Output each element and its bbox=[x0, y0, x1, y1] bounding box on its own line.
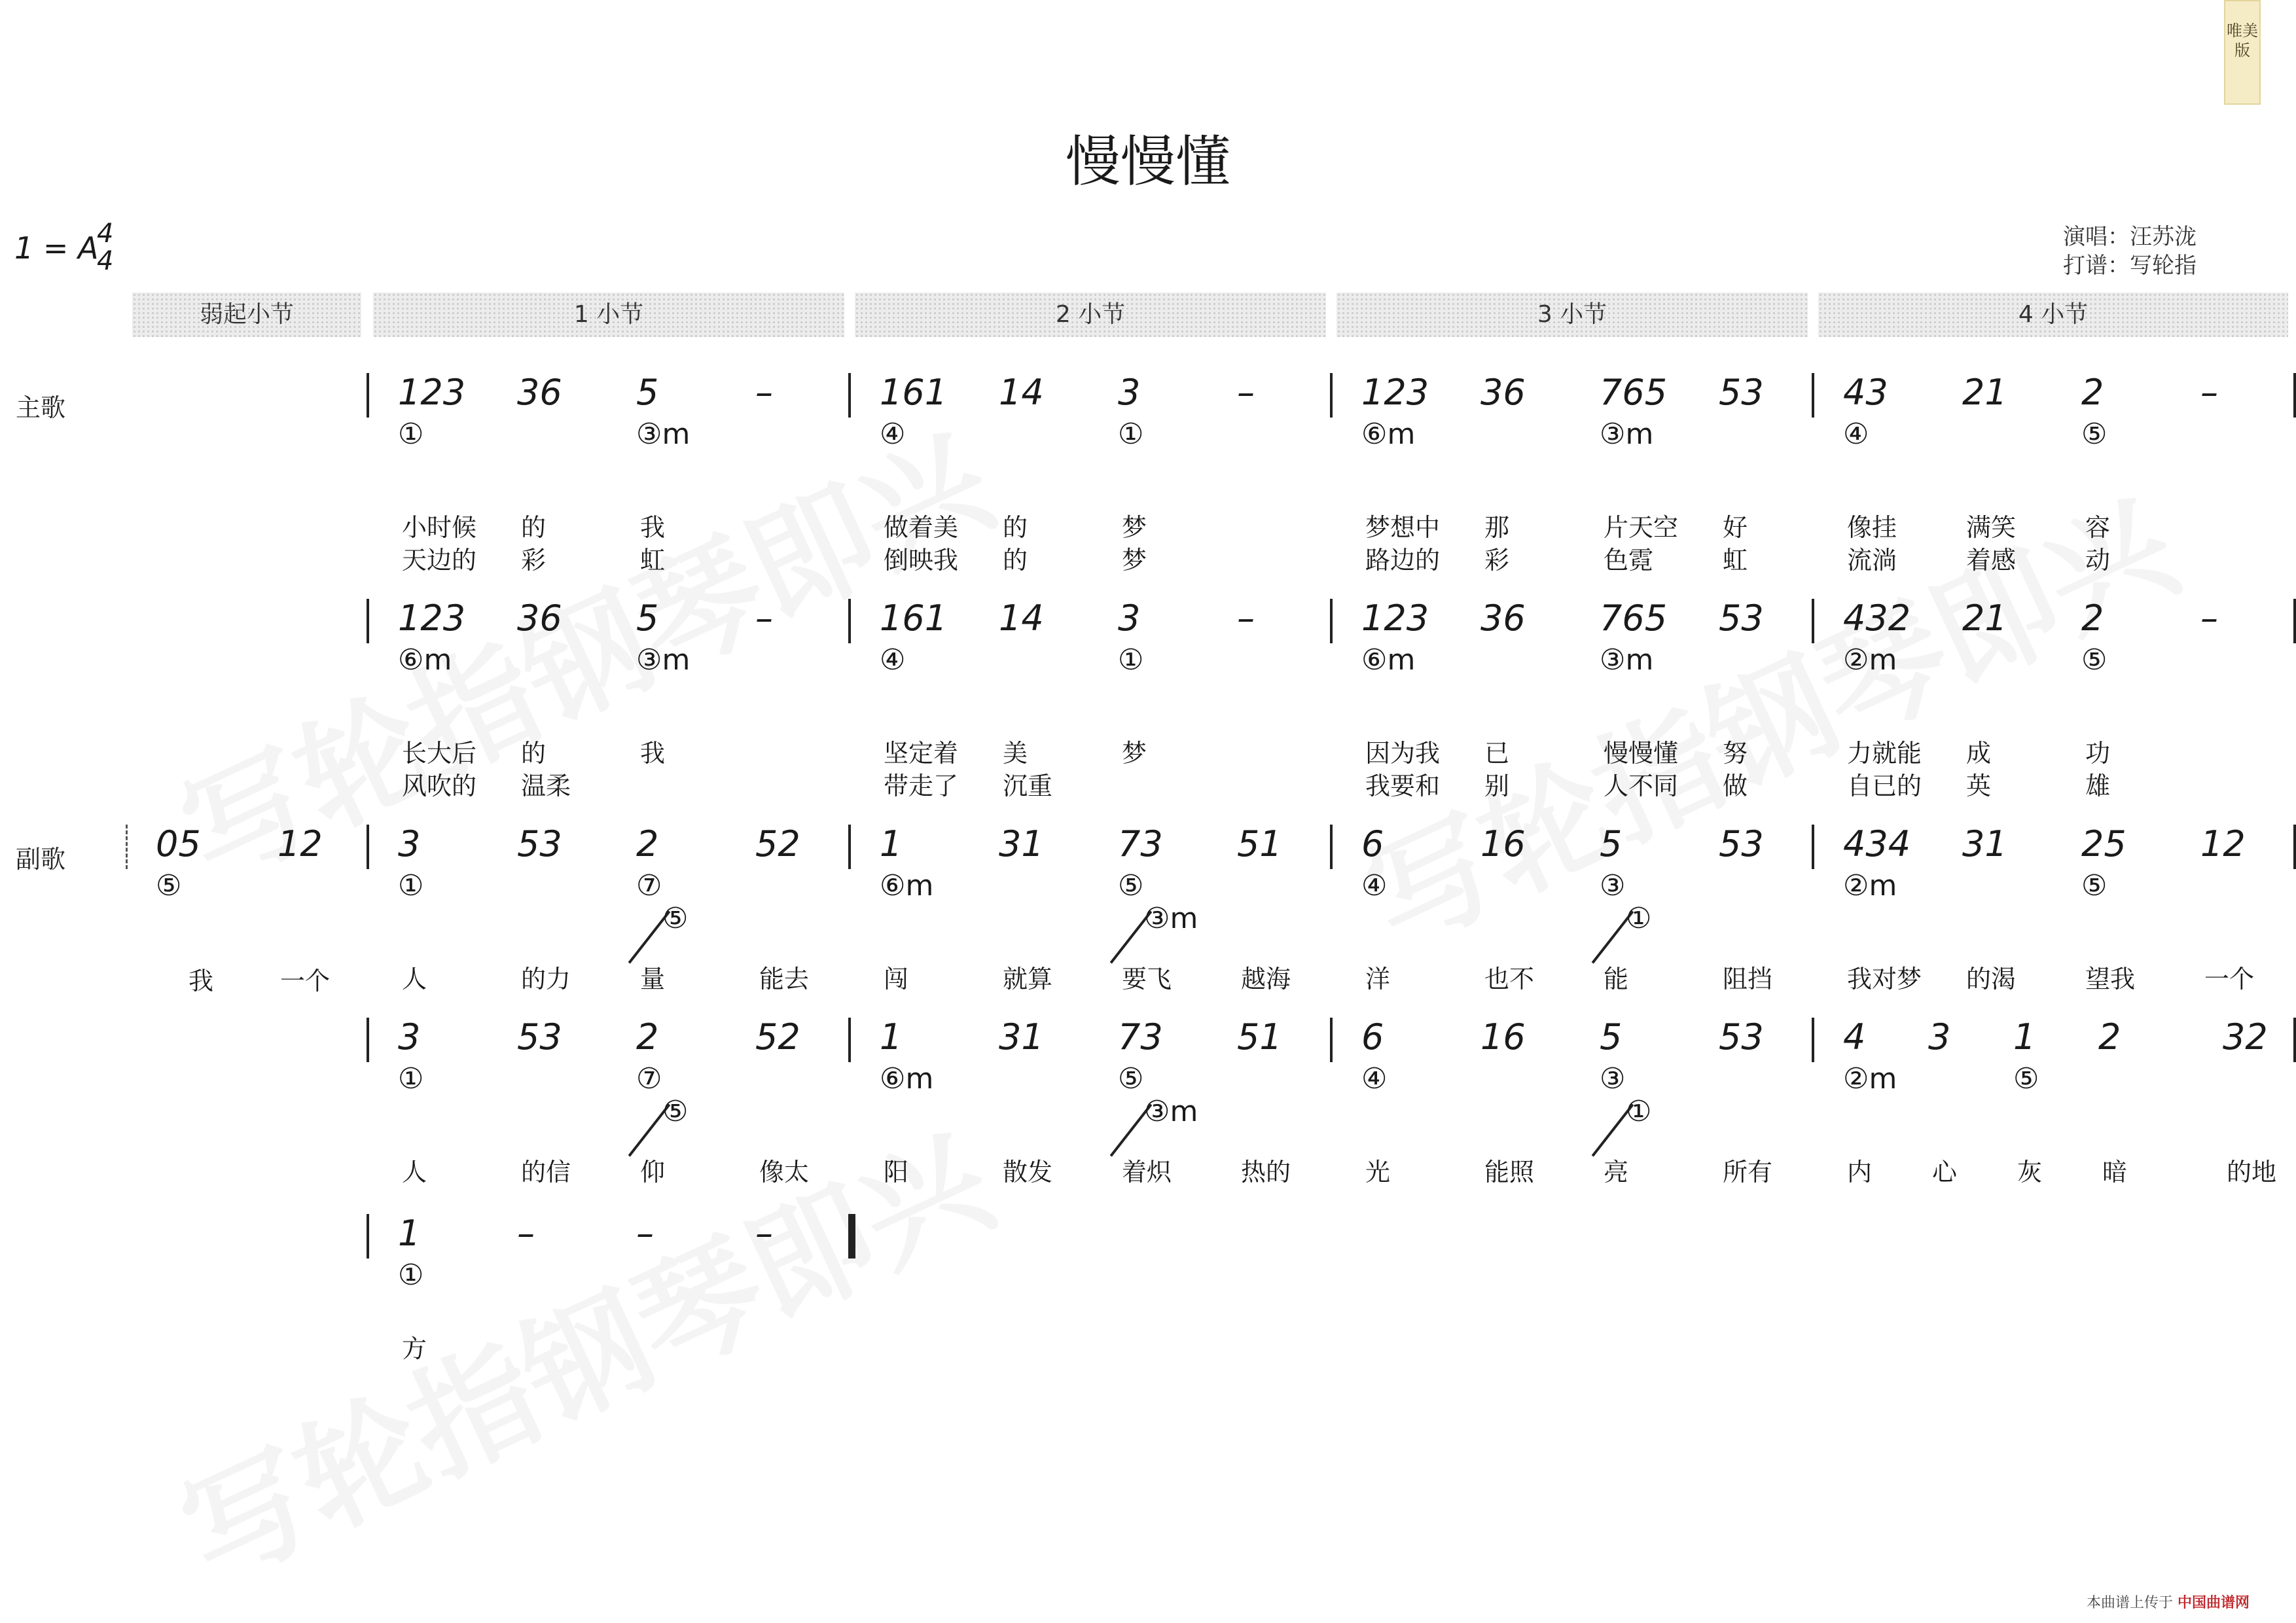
lyric: 的渴 bbox=[1966, 965, 2017, 993]
lyric: 一个 bbox=[2204, 965, 2255, 993]
lyric: 温柔 bbox=[521, 772, 571, 800]
fingering: ③m bbox=[1600, 643, 1654, 677]
fingering: ②m bbox=[1843, 643, 1897, 677]
note: 6 bbox=[1361, 823, 1384, 865]
lyric: 能照 bbox=[1484, 1158, 1535, 1186]
pickup-barline bbox=[126, 825, 128, 869]
fingering: ① bbox=[398, 1062, 424, 1096]
barline bbox=[1330, 599, 1333, 643]
fingering: ① bbox=[398, 1258, 424, 1292]
fingering: ③ bbox=[1600, 1062, 1626, 1096]
note: 14 bbox=[999, 372, 1044, 413]
note: 51 bbox=[1237, 823, 1282, 865]
note: 21 bbox=[1962, 597, 2007, 639]
lyric: 虹 bbox=[1723, 546, 1748, 575]
lyric: 小时候 bbox=[402, 513, 477, 542]
lyric: 仰 bbox=[640, 1158, 666, 1186]
measure-header-4: 4 小节 bbox=[1818, 293, 2288, 337]
lyric: 做着美 bbox=[884, 513, 959, 542]
barline bbox=[1812, 825, 1814, 869]
pickup-fingering: ⑤ bbox=[156, 869, 182, 902]
barline bbox=[848, 825, 851, 869]
fingering-secondary: ① bbox=[1626, 1095, 1652, 1128]
note: 21 bbox=[1962, 372, 2007, 413]
lyric: 能 bbox=[1604, 965, 1629, 993]
pickup-lyric: 一个 bbox=[280, 967, 331, 995]
note: 6 bbox=[1361, 1016, 1384, 1058]
score-row bbox=[0, 373, 2296, 563]
fingering: ⑤ bbox=[2081, 869, 2108, 902]
note: 1 bbox=[880, 1016, 903, 1058]
barline bbox=[367, 599, 369, 643]
section-label-chorus: 副歌 bbox=[16, 845, 66, 874]
fingering-secondary: ③m bbox=[1144, 1095, 1198, 1128]
lyric: 梦想中 bbox=[1365, 513, 1441, 542]
lyric: 别 bbox=[1484, 772, 1510, 800]
pickup-lyric: 我 bbox=[188, 967, 214, 995]
note: 123 bbox=[398, 372, 466, 413]
final-barline bbox=[848, 1214, 855, 1258]
note: 25 bbox=[2081, 823, 2126, 865]
lyric: 人 bbox=[402, 965, 427, 993]
barline bbox=[1812, 1018, 1814, 1062]
lyric: 因为我 bbox=[1365, 739, 1441, 768]
note: – bbox=[755, 597, 773, 639]
lyric: 彩 bbox=[1484, 546, 1510, 575]
lyric: 心 bbox=[1932, 1158, 1958, 1186]
barline bbox=[1330, 1018, 1333, 1062]
lyric: 坚定着 bbox=[884, 739, 959, 768]
fingering: ④ bbox=[880, 643, 906, 677]
score-row bbox=[0, 599, 2296, 789]
lyric: 内 bbox=[1847, 1158, 1873, 1186]
barline bbox=[1330, 373, 1333, 418]
note: 14 bbox=[999, 597, 1044, 639]
note: 2 bbox=[2081, 597, 2104, 639]
lyric: 量 bbox=[640, 965, 666, 993]
note: – bbox=[2200, 372, 2218, 413]
note: 5 bbox=[1600, 1016, 1623, 1058]
note: – bbox=[636, 1213, 654, 1254]
fingering-secondary: ③m bbox=[1144, 902, 1198, 935]
lyric: 越海 bbox=[1241, 965, 1291, 993]
fingering: ⑥m bbox=[880, 869, 934, 902]
lyric: 灰 bbox=[2017, 1158, 2043, 1186]
note: 32 bbox=[2223, 1016, 2268, 1058]
note: 53 bbox=[517, 1016, 562, 1058]
barline bbox=[367, 1018, 369, 1062]
note: – bbox=[1237, 372, 1255, 413]
lyric: 好 bbox=[1723, 513, 1748, 542]
section-label-verse: 主歌 bbox=[16, 393, 66, 422]
time-signature-top: 4 bbox=[97, 219, 114, 249]
footer-prefix: 本曲谱上传于 bbox=[2087, 1595, 2174, 1611]
lyric: 光 bbox=[1365, 1158, 1391, 1186]
lyric: 力就能 bbox=[1847, 739, 1922, 768]
transcriber-credit: 打谱：写轮指 bbox=[2063, 253, 2197, 279]
page-title: 慢慢懂 bbox=[1065, 130, 1230, 194]
barline bbox=[367, 1214, 369, 1258]
pickup-note: 12 bbox=[278, 823, 323, 865]
lyric: 那 bbox=[1484, 513, 1510, 542]
note: 5 bbox=[1600, 823, 1623, 865]
singer-credit: 演唱：汪苏泷 bbox=[2063, 224, 2197, 250]
time-signature-bottom: 4 bbox=[97, 246, 114, 276]
fingering: ④ bbox=[880, 418, 906, 451]
fingering: ⑥m bbox=[1361, 643, 1416, 677]
lyric: 我 bbox=[640, 513, 666, 542]
lyric: 天边的 bbox=[402, 546, 477, 575]
lyric: 片天空 bbox=[1604, 513, 1679, 542]
lyric: 雄 bbox=[2085, 772, 2111, 800]
measure-header-pickup: 弱起小节 bbox=[132, 293, 361, 337]
fingering: ②m bbox=[1843, 1062, 1897, 1096]
note: 434 bbox=[1843, 823, 1911, 865]
note: 1 bbox=[398, 1213, 421, 1254]
note: 53 bbox=[1719, 1016, 1764, 1058]
note: 3 bbox=[1928, 1016, 1951, 1058]
lyric: 自已的 bbox=[1847, 772, 1922, 800]
lyric: 的 bbox=[1003, 546, 1028, 575]
note: 2 bbox=[636, 823, 659, 865]
lyric: 色霓 bbox=[1604, 546, 1654, 575]
barline bbox=[367, 825, 369, 869]
lyric: 功 bbox=[2085, 739, 2111, 768]
note: 52 bbox=[755, 823, 800, 865]
lyric: 我对梦 bbox=[1847, 965, 1922, 993]
note: 53 bbox=[1719, 823, 1764, 865]
note: 123 bbox=[398, 597, 466, 639]
lyric: 流淌 bbox=[1847, 546, 1897, 575]
fingering: ③m bbox=[1600, 418, 1654, 451]
lyric: 梦 bbox=[1122, 546, 1147, 575]
lyric: 我 bbox=[640, 739, 666, 768]
lyric: 英 bbox=[1966, 772, 1992, 800]
footer-site[interactable]: 中国曲谱网 bbox=[2178, 1595, 2250, 1611]
note: – bbox=[755, 1213, 773, 1254]
lyric: 的地 bbox=[2227, 1158, 2277, 1186]
note: 53 bbox=[1719, 597, 1764, 639]
note: 5 bbox=[636, 372, 659, 413]
barline bbox=[1812, 373, 1814, 418]
note: 1 bbox=[2013, 1016, 2036, 1058]
fingering: ③ bbox=[1600, 869, 1626, 902]
barline bbox=[2293, 599, 2296, 643]
lyric: 热的 bbox=[1241, 1158, 1291, 1186]
note: 765 bbox=[1600, 597, 1668, 639]
lyric: 彩 bbox=[521, 546, 547, 575]
note: 73 bbox=[1118, 1016, 1163, 1058]
lyric: 的 bbox=[521, 513, 547, 542]
score-row bbox=[0, 1214, 2296, 1404]
lyric: 亮 bbox=[1604, 1158, 1629, 1186]
note: 31 bbox=[999, 823, 1044, 865]
barline bbox=[1812, 599, 1814, 643]
lyric: 满笑 bbox=[1966, 513, 2017, 542]
barline bbox=[2293, 1018, 2296, 1062]
note: 765 bbox=[1600, 372, 1668, 413]
lyric: 要飞 bbox=[1122, 965, 1172, 993]
note: 31 bbox=[1962, 823, 2007, 865]
barline bbox=[848, 599, 851, 643]
fingering: ⑤ bbox=[2013, 1062, 2039, 1096]
lyric: 带走了 bbox=[884, 772, 959, 800]
key-signature: 1 = A bbox=[14, 230, 99, 266]
note: 1 bbox=[880, 823, 903, 865]
fingering: ① bbox=[398, 869, 424, 902]
fingering-secondary: ① bbox=[1626, 902, 1652, 935]
lyric: 梦 bbox=[1122, 513, 1147, 542]
note: 51 bbox=[1237, 1016, 1282, 1058]
lyric: 已 bbox=[1484, 739, 1510, 768]
lyric: 能去 bbox=[759, 965, 810, 993]
lyric: 人不同 bbox=[1604, 772, 1679, 800]
fingering: ① bbox=[1118, 643, 1144, 677]
lyric: 的力 bbox=[521, 965, 571, 993]
fingering-secondary: ⑤ bbox=[662, 1095, 689, 1128]
fingering: ⑤ bbox=[1118, 869, 1144, 902]
lyric: 美 bbox=[1003, 739, 1028, 768]
fingering: ① bbox=[398, 418, 424, 451]
measure-header-3: 3 小节 bbox=[1336, 293, 1808, 337]
lyric: 梦 bbox=[1122, 739, 1147, 768]
fingering: ⑦ bbox=[636, 869, 662, 902]
fingering: ③m bbox=[636, 418, 691, 451]
pickup-note: 05 bbox=[156, 823, 201, 865]
note: 123 bbox=[1361, 372, 1429, 413]
barline bbox=[848, 1018, 851, 1062]
note: 36 bbox=[517, 372, 562, 413]
note: 36 bbox=[517, 597, 562, 639]
lyric: 做 bbox=[1723, 772, 1748, 800]
barline bbox=[2293, 825, 2296, 869]
note: 5 bbox=[636, 597, 659, 639]
fingering: ⑥m bbox=[398, 643, 452, 677]
lyric: 就算 bbox=[1003, 965, 1053, 993]
fingering: ④ bbox=[1361, 869, 1388, 902]
fingering-secondary: ⑤ bbox=[662, 902, 689, 935]
note: 12 bbox=[2200, 823, 2246, 865]
lyric: 像太 bbox=[759, 1158, 810, 1186]
note: 3 bbox=[398, 1016, 421, 1058]
fingering: ⑤ bbox=[2081, 643, 2108, 677]
lyric: 的 bbox=[521, 739, 547, 768]
lyric: 阻挡 bbox=[1723, 965, 1773, 993]
note: 2 bbox=[2098, 1016, 2121, 1058]
barline bbox=[1330, 825, 1333, 869]
lyric: 洋 bbox=[1365, 965, 1391, 993]
fingering: ⑤ bbox=[1118, 1062, 1144, 1096]
lyric: 散发 bbox=[1003, 1158, 1053, 1186]
fingering: ⑤ bbox=[2081, 418, 2108, 451]
fingering: ⑥m bbox=[880, 1062, 934, 1096]
lyric: 努 bbox=[1723, 739, 1748, 768]
note: 3 bbox=[1118, 597, 1141, 639]
measure-header-2: 2 小节 bbox=[855, 293, 1326, 337]
lyric: 着炽 bbox=[1122, 1158, 1172, 1186]
note: – bbox=[755, 372, 773, 413]
note: – bbox=[517, 1213, 535, 1254]
barline bbox=[367, 373, 369, 418]
note: 123 bbox=[1361, 597, 1429, 639]
note: 73 bbox=[1118, 823, 1163, 865]
note: 2 bbox=[636, 1016, 659, 1058]
note: 52 bbox=[755, 1016, 800, 1058]
note: 3 bbox=[398, 823, 421, 865]
lyric: 望我 bbox=[2085, 965, 2136, 993]
lyric: 的 bbox=[1003, 513, 1028, 542]
note: 31 bbox=[999, 1016, 1044, 1058]
lyric: 着感 bbox=[1966, 546, 2017, 575]
note: – bbox=[1237, 597, 1255, 639]
note: 3 bbox=[1118, 372, 1141, 413]
lyric: 长大后 bbox=[402, 739, 477, 768]
note: 16 bbox=[1480, 823, 1526, 865]
lyric: 动 bbox=[2085, 546, 2111, 575]
lyric: 路边的 bbox=[1365, 546, 1441, 575]
note: 432 bbox=[1843, 597, 1911, 639]
lyric: 慢慢懂 bbox=[1604, 739, 1679, 768]
lyric: 也不 bbox=[1484, 965, 1535, 993]
note: 161 bbox=[880, 372, 948, 413]
lyric: 闯 bbox=[884, 965, 909, 993]
lyric: 风吹的 bbox=[402, 772, 477, 800]
time-signature bbox=[97, 220, 113, 275]
measure-header-1: 1 小节 bbox=[373, 293, 844, 337]
lyric: 所有 bbox=[1723, 1158, 1773, 1186]
barline bbox=[2293, 373, 2296, 418]
note: 53 bbox=[517, 823, 562, 865]
fingering: ⑥m bbox=[1361, 418, 1416, 451]
note: 4 bbox=[1843, 1016, 1866, 1058]
lyric: 人 bbox=[402, 1158, 427, 1186]
note: 2 bbox=[2081, 372, 2104, 413]
fingering: ③m bbox=[636, 643, 691, 677]
lyric: 阳 bbox=[884, 1158, 909, 1186]
lyric: 倒映我 bbox=[884, 546, 959, 575]
note: 53 bbox=[1719, 372, 1764, 413]
fingering: ⑦ bbox=[636, 1062, 662, 1096]
note: 36 bbox=[1480, 372, 1526, 413]
lyric: 容 bbox=[2085, 513, 2111, 542]
lyric: 方 bbox=[402, 1334, 427, 1363]
lyric: 成 bbox=[1966, 739, 1992, 768]
lyric: 暗 bbox=[2102, 1158, 2128, 1186]
lyric: 沉重 bbox=[1003, 772, 1053, 800]
lyric: 我要和 bbox=[1365, 772, 1441, 800]
upload-footer bbox=[2087, 1592, 2250, 1612]
fingering: ① bbox=[1118, 418, 1144, 451]
barline bbox=[848, 373, 851, 418]
note: – bbox=[2200, 597, 2218, 639]
lyric: 像挂 bbox=[1847, 513, 1897, 542]
note: 161 bbox=[880, 597, 948, 639]
fingering: ④ bbox=[1843, 418, 1869, 451]
lyric: 虹 bbox=[640, 546, 666, 575]
version-badge: 唯美版 bbox=[2224, 0, 2261, 105]
note: 16 bbox=[1480, 1016, 1526, 1058]
fingering: ②m bbox=[1843, 869, 1897, 902]
lyric: 的信 bbox=[521, 1158, 571, 1186]
fingering: ④ bbox=[1361, 1062, 1388, 1096]
note: 36 bbox=[1480, 597, 1526, 639]
note: 43 bbox=[1843, 372, 1888, 413]
